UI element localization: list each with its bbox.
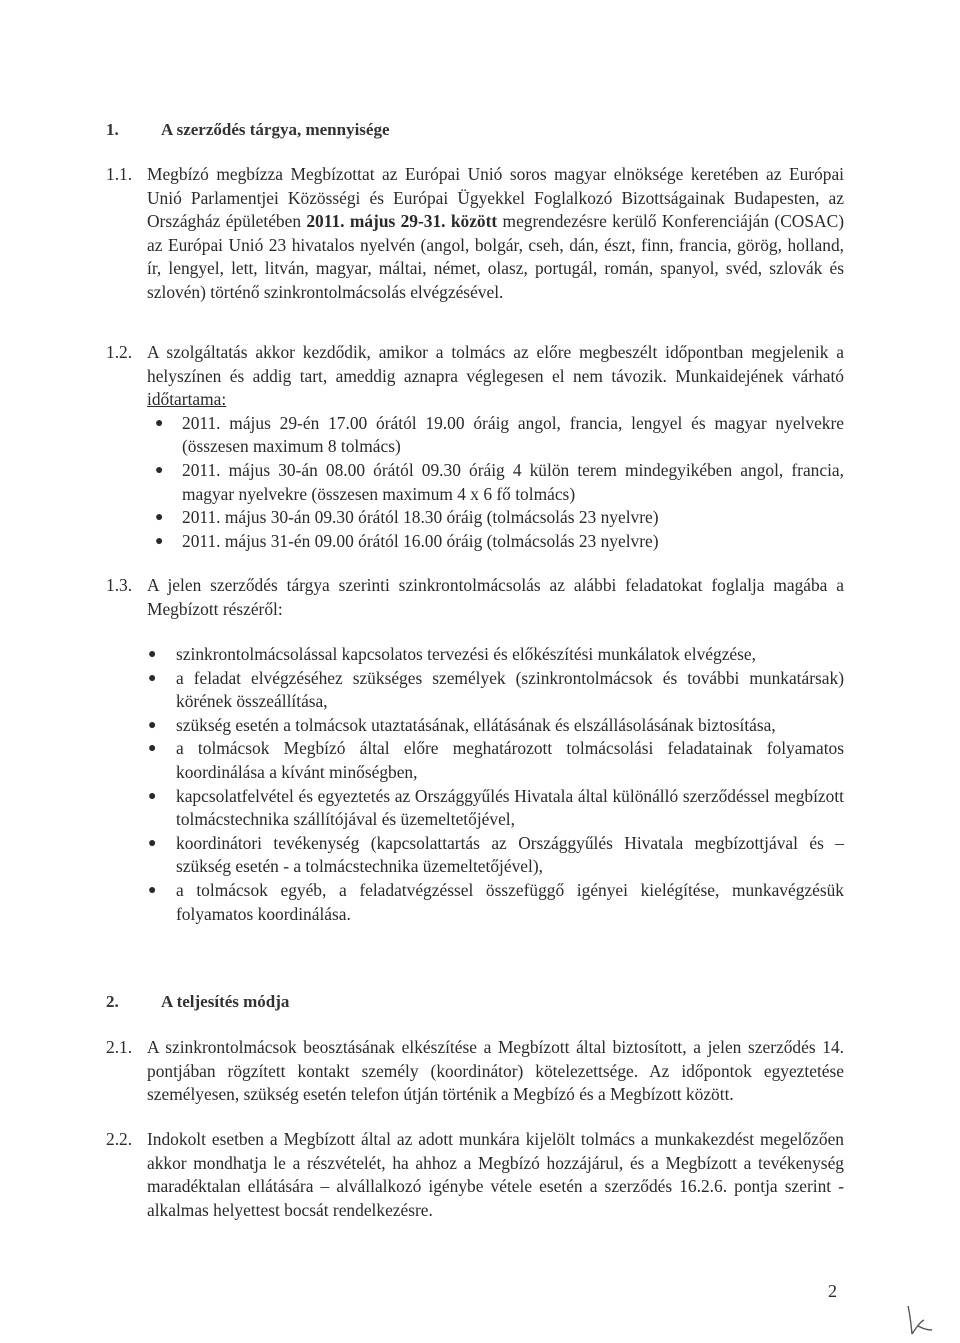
paragraph-number: 1.2.	[106, 342, 133, 362]
list-item-text: szükség esetén a tolmácsok utaztatásának, ellátásának és elszállásolásának biztosítása,	[176, 714, 776, 735]
tasks-list	[106, 643, 844, 926]
date-range-bold: 2011. május 29-31. között	[306, 211, 498, 232]
paragraph-number: 1.1.	[106, 164, 133, 184]
list-item-text: szinkrontolmácsolással kapcsolatos tervezési és előkészítési munkálatok elvégzése,	[176, 644, 756, 664]
bullet-icon: ●	[148, 882, 157, 898]
paragraph-2-1	[106, 1036, 844, 1107]
section-number: 2.	[106, 992, 119, 1011]
list-item-text: 2011. május 30-án 09.30 órától 18.30 óráig (tolmácsolás 23 nyelvre)	[182, 507, 659, 528]
paragraph-1-3	[106, 574, 844, 621]
list-item-text: koordinátori tevékenység (kapcsolattartás az Országgyűlés Hivatala megbízottjával és – szükség esetén - a tolmácstechnika üzemeltetőjével),	[176, 832, 844, 877]
section-number: 1.	[106, 120, 119, 139]
text-run: megrendezésre kerülő Konferenciáján (COSAC) az Európai Unió 23 hivatalos nyelvén (angol, bolgár, cseh, dán, észt, finn, francia, görög, holland, ír, lengyel, lett, litván, magyar, máltai, német, olasz, portugál, román, spanyol, svéd, szlovák és szlovén) történő szinkrontolmácsolás elvégzésével.	[147, 211, 844, 302]
list-item	[106, 737, 844, 784]
paragraph-1-1	[106, 163, 844, 305]
paragraph-text: A jelen szerződés tárgya szerinti szinkrontolmácsolás az alábbi feladatokat foglalja magába a Megbízott részéről:	[147, 575, 844, 619]
paragraph-text	[147, 341, 844, 412]
list-item-text: a tolmácsok egyéb, a feladatvégzéssel összefüggő igényei kielégítése, munkavégzésük folyamatos koordinálása.	[176, 879, 844, 924]
underlined-term: időtartama:	[147, 389, 227, 410]
paragraph-text: A szinkrontolmácsok beosztásának elkészítése a Megbízott által biztosított, a jelen szerződés 14. pontjában rögzített kontakt személy (koordinátor) kötelezettsége. Az időpontok egyeztetése személyesen, szükség esetén telefon útján történik a Megbízó és a Megbízott között.	[147, 1037, 844, 1105]
bullet-icon: ●	[148, 835, 157, 851]
list-item-text: 2011. május 30-án 08.00 órától 09.30 óráig 4 külön terem mindegyikében angol, francia, magyar nyelvekre (összesen maximum 4 x 6 fő tolmács)	[182, 459, 844, 504]
section-2-heading	[106, 990, 289, 1014]
list-item	[106, 643, 844, 667]
list-item	[106, 879, 844, 926]
paragraph-2-2	[106, 1128, 844, 1222]
bullet-icon: ●	[148, 670, 157, 686]
paragraph-1-2	[106, 341, 844, 553]
list-item-text: a tolmácsok Megbízó által előre meghatározott tolmácsolási feladatainak folyamatos koordinálása a kívánt minőségben,	[176, 738, 844, 782]
bullet-icon: ●	[155, 462, 164, 478]
text-run: A szolgáltatás akkor kezdődik, amikor a tolmács az előre megbeszélt időpontban megjelenik a helyszínen és addig tart, ameddig aznapra véglegesen el nem távozik. Munkaidejének várható	[147, 342, 844, 386]
bullet-icon: ●	[148, 788, 157, 804]
paragraph-text	[147, 163, 844, 305]
list-item-text: kapcsolatfelvétel és egyeztetés az Országgyűlés Hivatala által különálló szerződéssel megbízott tolmácstechnika szállítójával és üzemeltetőjével,	[176, 785, 844, 830]
text-run: Megbízó megbízza Megbízottat az Európai Unió soros magyar elnöksége keretében az Európai Unió Parlamentjei Közösségi és Európai Ügyekkel Foglalkozó Bizottságainak Budapesten, az Országház épületében	[147, 164, 844, 232]
bullet-icon: ●	[155, 415, 164, 431]
paragraph-number: 2.2.	[106, 1129, 133, 1149]
list-item	[106, 785, 844, 832]
list-item-text: 2011. május 29-én 17.00 órától 19.00 óráig angol, francia, lengyel és magyar nyelvekre (összesen maximum 8 tolmács)	[182, 412, 844, 457]
list-item	[106, 714, 844, 738]
list-item	[106, 459, 844, 506]
list-item	[106, 506, 844, 530]
bullet-icon: ●	[155, 510, 164, 526]
section-title: A teljesítés módja	[161, 992, 290, 1011]
paragraph-number: 1.3.	[106, 575, 133, 595]
tasks-list-block	[106, 643, 844, 926]
list-item	[106, 412, 844, 459]
page-number: 2	[828, 1281, 837, 1301]
initials-signature-icon	[900, 1300, 940, 1340]
schedule-list	[106, 412, 844, 554]
list-item-text: 2011. május 31-én 09.00 órától 16.00 óráig (tolmácsolás 23 nyelvre)	[182, 530, 659, 551]
bullet-icon: ●	[148, 647, 157, 662]
bullet-icon: ●	[148, 717, 157, 733]
paragraph-number: 2.1.	[106, 1037, 133, 1057]
bullet-icon: ●	[155, 533, 164, 549]
section-1-heading	[106, 118, 390, 142]
paragraph-text: Indokolt esetben a Megbízott által az adott munkára kijelölt tolmács a munkakezdést megelőzően akkor mondhatja le a részvételét, ha ahhoz a Megbízó hozzájárul, és a Megbízott a tevékenység maradéktalan ellátására – alvállalkozó igénybe vétele esetén a szerződés 16.2.6. pontja szerint - alkalmas helyettest bocsát rendelkezésre.	[147, 1129, 844, 1220]
list-item	[106, 530, 844, 554]
bullet-icon: ●	[148, 741, 157, 757]
list-item-text: a feladat elvégzéséhez szükséges személyek (szinkrontolmácsok és további munkatársak) körének összeállítása,	[176, 667, 844, 712]
list-item	[106, 832, 844, 879]
list-item	[106, 667, 844, 714]
section-title: A szerződés tárgya, mennyisége	[161, 120, 390, 139]
